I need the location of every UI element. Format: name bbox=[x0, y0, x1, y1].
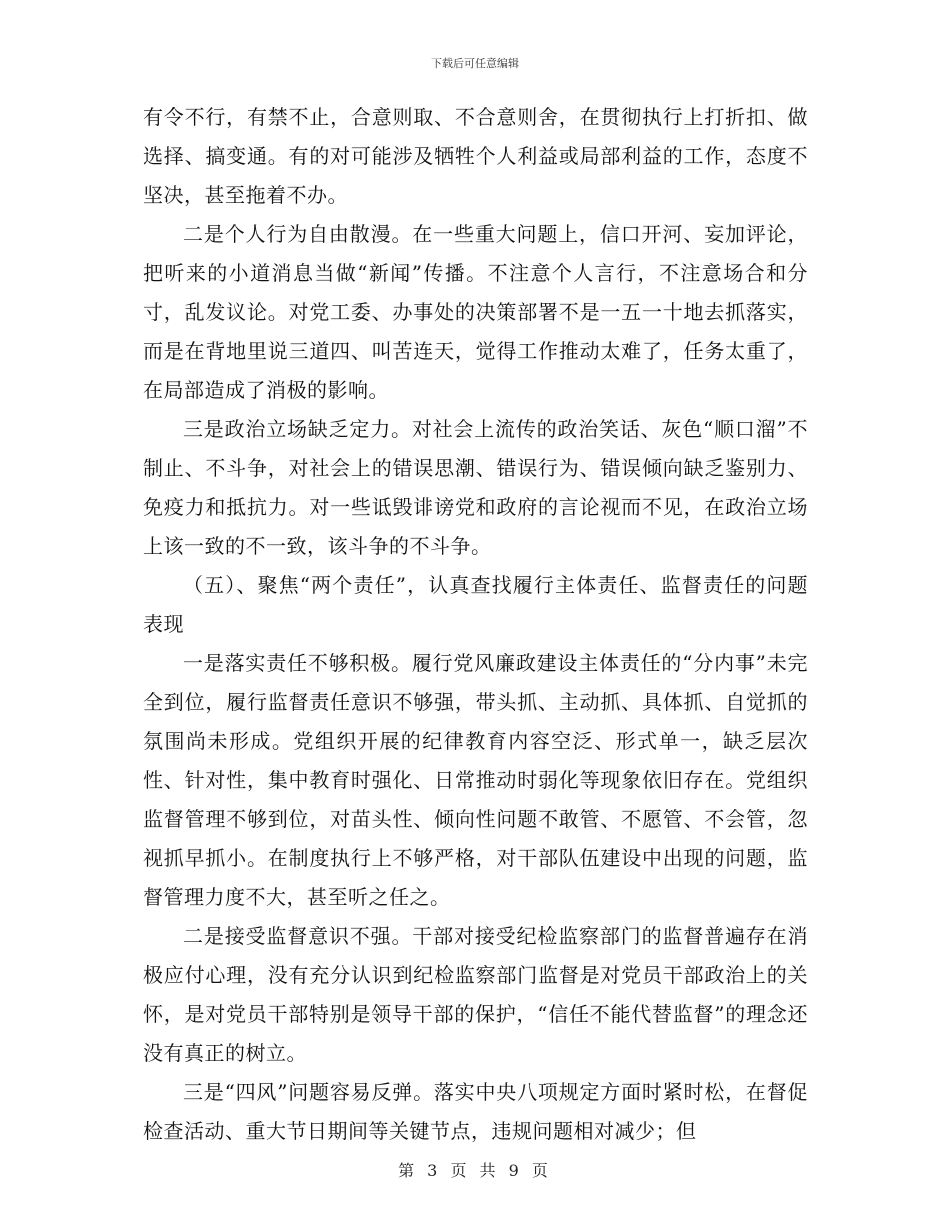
paragraph-3: 三是政治立场缺乏定力。对社会上流传的政治笑话、灰色“顺口溜”不制止、不斗争，对社会上的错误思潮、错误行为、错误倾向缺乏鉴别力、免疫力和抵抗力。对一些诋毁诽谤党和政府的言论视而不见，在政治立场上该一致的不一致，该斗争的不斗争。 bbox=[143, 417, 808, 558]
page-header: 下载后可任意编辑 bbox=[431, 57, 519, 70]
page-number-footer: 第 3 页 共 9 页 bbox=[398, 1161, 552, 1180]
paragraph-6: 三是“四风”问题容易反弹。落实中央八项规定方面时紧时松，在督促检查活动、重大节日期间等关键节点，违规问题相对减少；但 bbox=[143, 1080, 808, 1143]
paragraph-1: 有令不行，有禁不止，合意则取、不合意则舍，在贯彻执行上打折扣、做选择、搞变通。有的对可能涉及牺牲个人利益或局部利益的工作，态度不坚决，甚至拖着不办。 bbox=[143, 105, 808, 207]
document-body bbox=[143, 98, 808, 1151]
paragraph-5: 二是接受监督意识不强。干部对接受纪检监察部门的监督普遍存在消极应付心理，没有充分认识到纪检监察部门监督是对党员干部政治上的关怀，是对党员干部特别是领导干部的保护，“信任不能代替监督”的理念还没有真正的树立。 bbox=[143, 924, 808, 1065]
section-heading-5: （五）、聚焦“两个责任”，认真查找履行主体责任、监督责任的问题表现 bbox=[143, 573, 808, 636]
paragraph-4: 一是落实责任不够积极。履行党风廉政建设主体责任的“分内事”未完全到位，履行监督责任意识不够强，带头抓、主动抓、具体抓、自觉抓的氛围尚未形成。党组织开展的纪律教育内容空泛、形式单一，缺乏层次性、针对性，集中教育时强化、日常推动时弱化等现象依旧存在。党组织监督管理不够到位，对苗头性、倾向性问题不敢管、不愿管、不会管，忽视抓早抓小。在制度执行上不够严格，对干部队伍建设中出现的问题，监督管理力度不大，甚至听之任之。 bbox=[143, 651, 808, 909]
paragraph-2: 二是个人行为自由散漫。在一些重大问题上，信口开河、妄加评论，把听来的小道消息当做“新闻”传播。不注意个人言行，不注意场合和分寸，乱发议论。对党工委、办事处的决策部署不是一五一十地去抓落实，而是在背地里说三道四、叫苦连天，觉得工作推动太难了，任务太重了，在局部造成了消极的影响。 bbox=[143, 222, 808, 402]
